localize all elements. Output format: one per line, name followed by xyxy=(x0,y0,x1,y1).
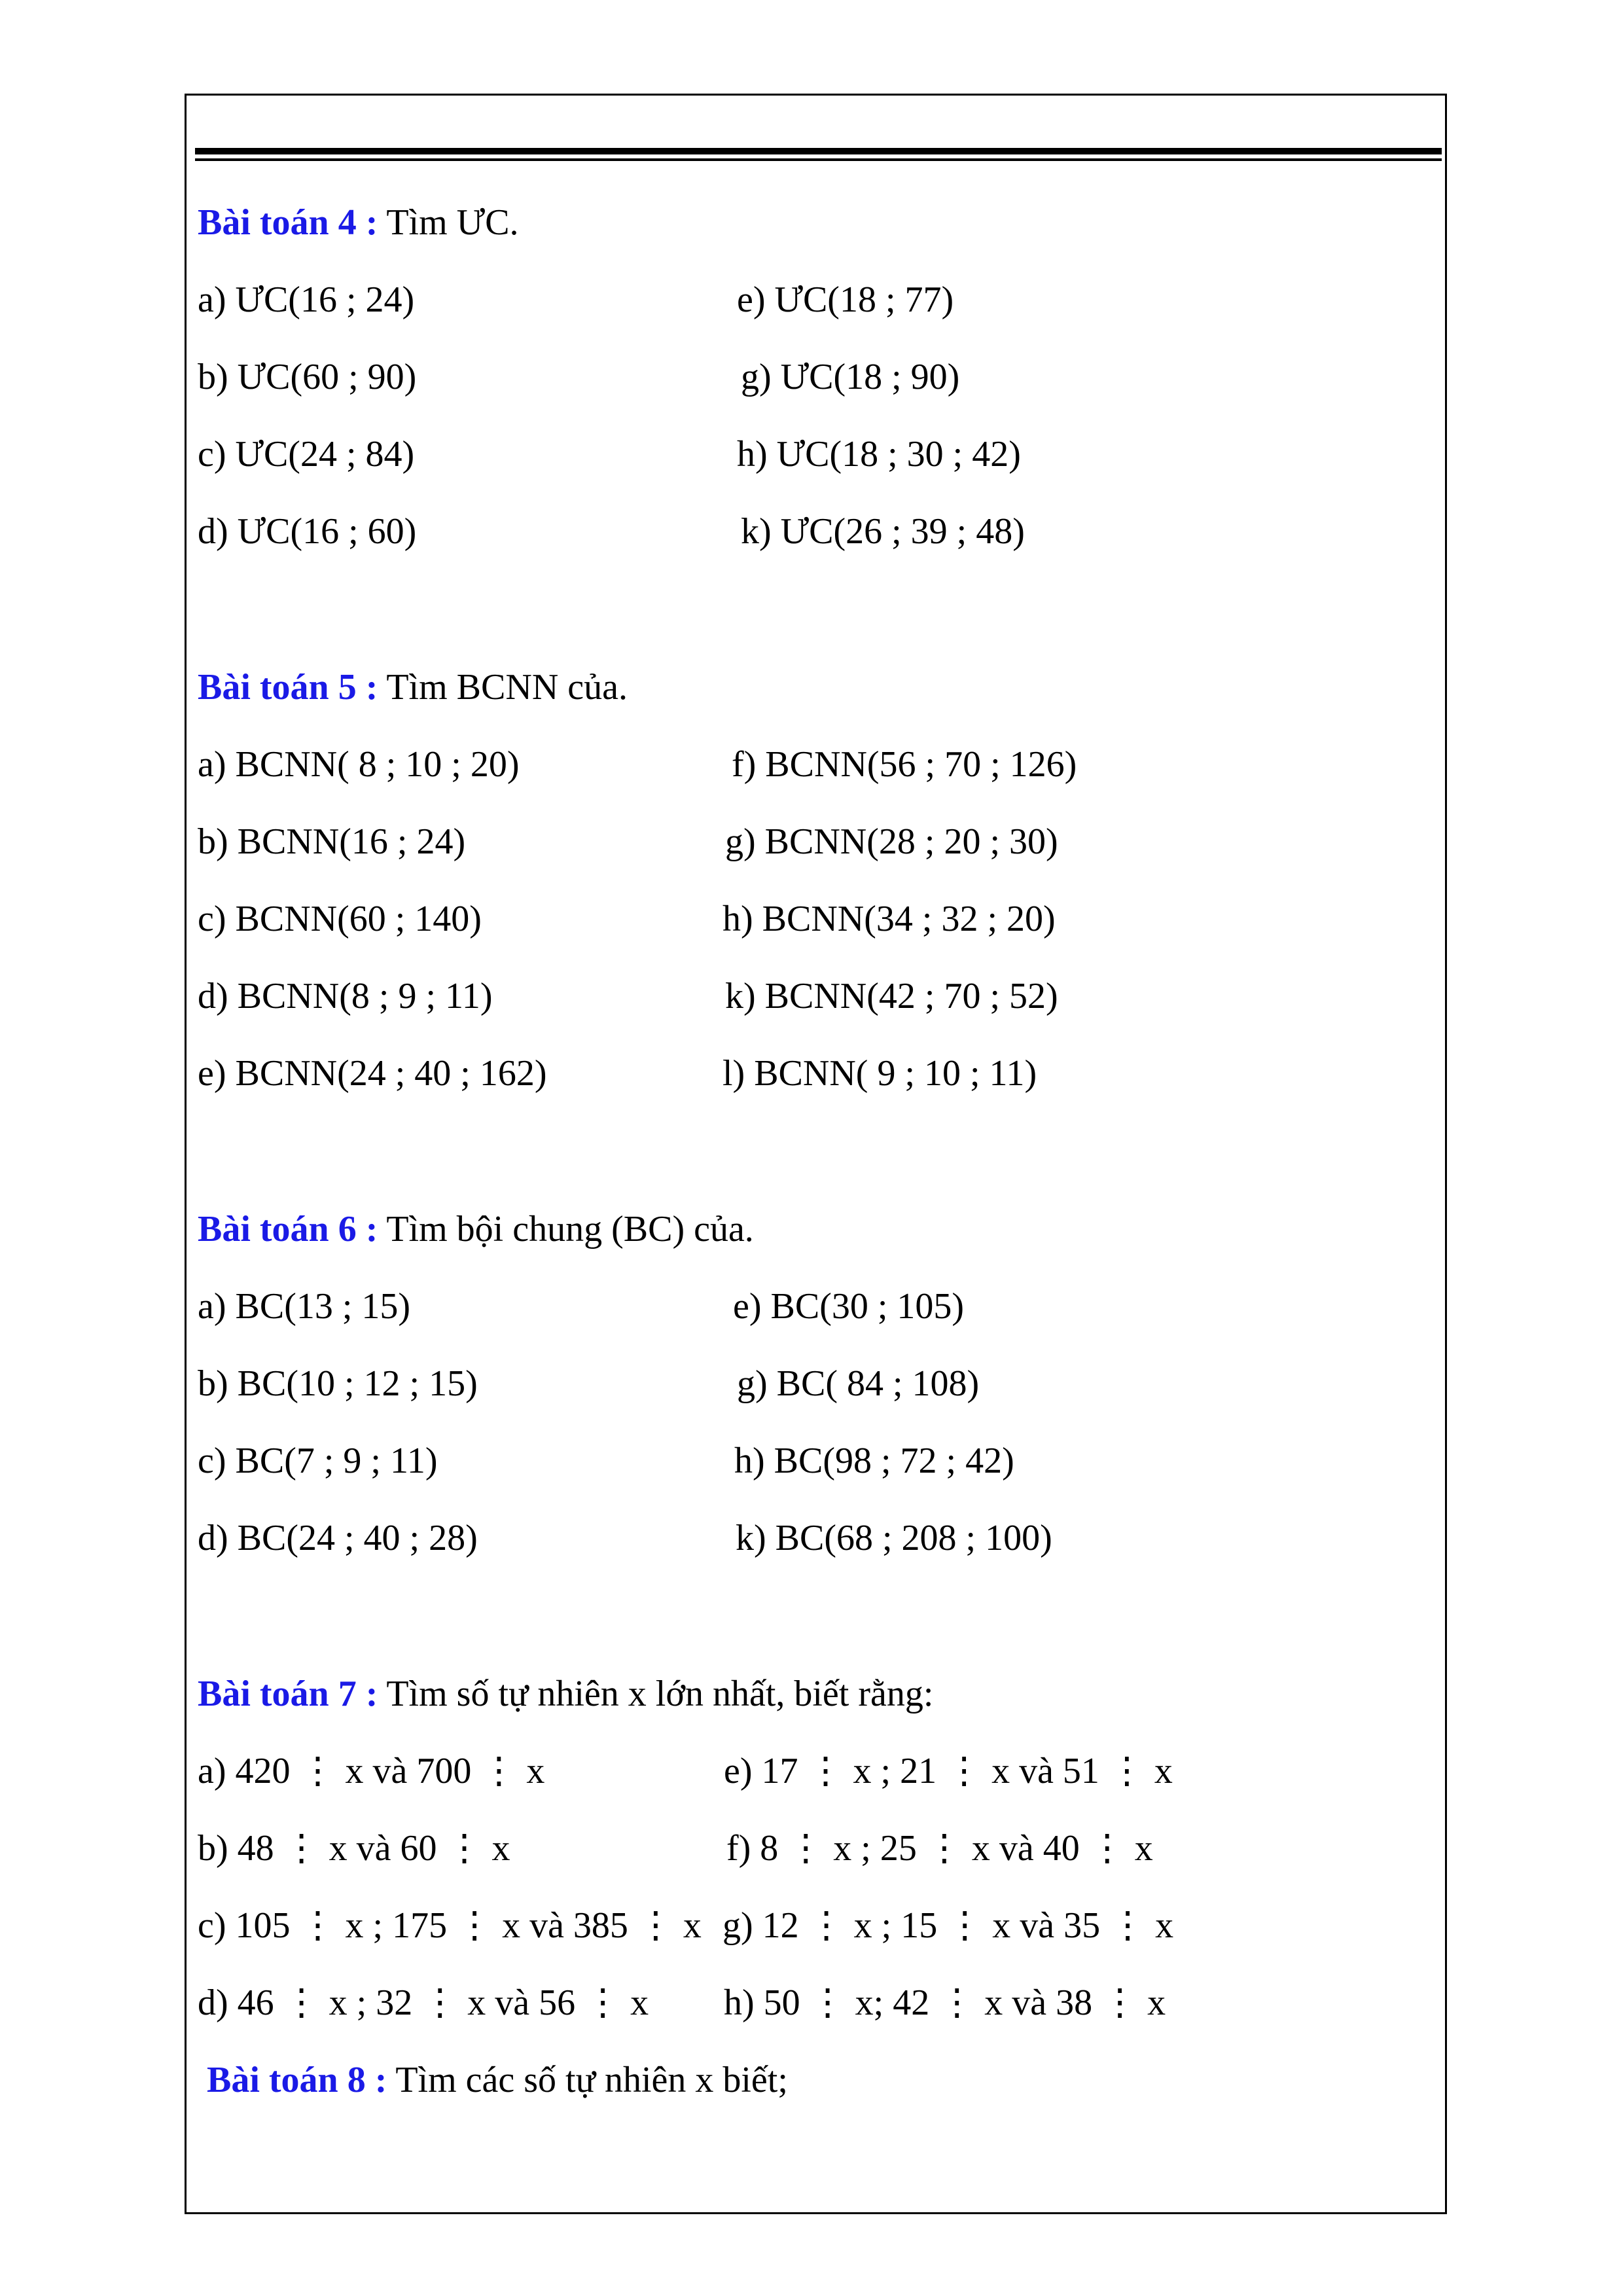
problem-5-item-e: e) BCNN(24 ; 40 ; 162) xyxy=(198,1053,547,1094)
problem-4-row xyxy=(0,274,1623,326)
problem-6-item-b: b) BC(10 ; 12 ; 15) xyxy=(198,1363,478,1404)
problem-6-row xyxy=(0,1280,1623,1333)
problem-6-item-a: a) BC(13 ; 15) xyxy=(198,1286,411,1327)
problem-7-item-b: b) 48 ⋮ x và 60 ⋮ x xyxy=(198,1828,510,1869)
problem-7-label: Bài toán 7 : xyxy=(198,1674,378,1714)
problem-5-title xyxy=(0,661,1623,713)
problem-6-item-k: k) BC(68 ; 208 ; 100) xyxy=(736,1518,1052,1558)
problem-5-row xyxy=(0,738,1623,791)
problem-8-title xyxy=(0,2054,1623,2106)
problem-7-row xyxy=(0,1745,1623,1797)
problem-6-label: Bài toán 6 : xyxy=(198,1209,378,1249)
problem-5-item-f: f) BCNN(56 ; 70 ; 126) xyxy=(732,744,1077,785)
problem-5-row xyxy=(0,970,1623,1022)
problem-5-row xyxy=(0,1047,1623,1100)
problem-6-item-c: c) BC(7 ; 9 ; 11) xyxy=(198,1441,438,1481)
problem-7-item-a: a) 420 ⋮ x và 700 ⋮ x xyxy=(198,1751,545,1791)
problem-6-item-e: e) BC(30 ; 105) xyxy=(733,1286,965,1327)
problem-4-row xyxy=(0,505,1623,558)
problem-7-item-f: f) 8 ⋮ x ; 25 ⋮ x và 40 ⋮ x xyxy=(726,1828,1153,1869)
problem-5-item-a: a) BCNN( 8 ; 10 ; 20) xyxy=(198,744,520,785)
problem-6-row xyxy=(0,1357,1623,1410)
problem-4-title xyxy=(0,196,1623,249)
problem-5-item-c: c) BCNN(60 ; 140) xyxy=(198,899,482,939)
page-border xyxy=(185,94,1447,2214)
problem-4-item-k: k) ƯC(26 ; 39 ; 48) xyxy=(741,511,1025,552)
problem-4-row xyxy=(0,351,1623,403)
problem-4-row xyxy=(0,428,1623,480)
header-rule-thin xyxy=(195,158,1442,161)
problem-6-row xyxy=(0,1512,1623,1564)
problem-4-item-e: e) ƯC(18 ; 77) xyxy=(737,279,954,320)
problem-6-text: Tìm bội chung (BC) của. xyxy=(378,1209,754,1249)
problem-6-row xyxy=(0,1435,1623,1487)
problem-4-text: Tìm ƯC. xyxy=(378,202,519,243)
problem-4-item-a: a) ƯC(16 ; 24) xyxy=(198,279,415,320)
problem-6-item-h: h) BC(98 ; 72 ; 42) xyxy=(734,1441,1014,1481)
problem-8-label: Bài toán 8 : xyxy=(207,2060,387,2100)
problem-5-item-k: k) BCNN(42 ; 70 ; 52) xyxy=(725,976,1058,1016)
problem-4-item-h: h) ƯC(18 ; 30 ; 42) xyxy=(737,434,1021,475)
header-rule-thick xyxy=(195,148,1442,154)
problem-5-item-g: g) BCNN(28 ; 20 ; 30) xyxy=(725,821,1058,862)
problem-5-text: Tìm BCNN của. xyxy=(378,667,628,708)
problem-7-item-c: c) 105 ⋮ x ; 175 ⋮ x và 385 ⋮ x xyxy=(198,1905,702,1946)
problem-6-title xyxy=(0,1203,1623,1255)
problem-5-item-h: h) BCNN(34 ; 32 ; 20) xyxy=(722,899,1056,939)
problem-7-row xyxy=(0,1822,1623,1874)
problem-5-row xyxy=(0,893,1623,945)
problem-5-row xyxy=(0,816,1623,868)
problem-4-item-c: c) ƯC(24 ; 84) xyxy=(198,434,415,475)
problem-5-label: Bài toán 5 : xyxy=(198,667,378,708)
problem-5-item-d: d) BCNN(8 ; 9 ; 11) xyxy=(198,976,493,1016)
problem-4-item-d: d) ƯC(16 ; 60) xyxy=(198,511,417,552)
problem-5-item-l: l) BCNN( 9 ; 10 ; 11) xyxy=(722,1053,1037,1094)
problem-8-text: Tìm các số tự nhiên x biết; xyxy=(387,2060,788,2100)
problem-7-item-e: e) 17 ⋮ x ; 21 ⋮ x và 51 ⋮ x xyxy=(724,1751,1173,1791)
problem-5-item-b: b) BCNN(16 ; 24) xyxy=(198,821,466,862)
problem-6-item-d: d) BC(24 ; 40 ; 28) xyxy=(198,1518,478,1558)
problem-4-item-g: g) ƯC(18 ; 90) xyxy=(741,357,960,397)
problem-7-title xyxy=(0,1668,1623,1720)
problem-7-text: Tìm số tự nhiên x lớn nhất, biết rằng: xyxy=(378,1674,934,1714)
problem-7-row xyxy=(0,1977,1623,2029)
problem-7-row xyxy=(0,1899,1623,1952)
problem-4-label: Bài toán 4 : xyxy=(198,202,378,243)
problem-7-item-g: g) 12 ⋮ x ; 15 ⋮ x và 35 ⋮ x xyxy=(722,1905,1174,1946)
problem-7-item-h: h) 50 ⋮ x; 42 ⋮ x và 38 ⋮ x xyxy=(724,1982,1166,2023)
problem-6-item-g: g) BC( 84 ; 108) xyxy=(737,1363,980,1404)
problem-7-item-d: d) 46 ⋮ x ; 32 ⋮ x và 56 ⋮ x xyxy=(198,1982,649,2023)
problem-4-item-b: b) ƯC(60 ; 90) xyxy=(198,357,417,397)
